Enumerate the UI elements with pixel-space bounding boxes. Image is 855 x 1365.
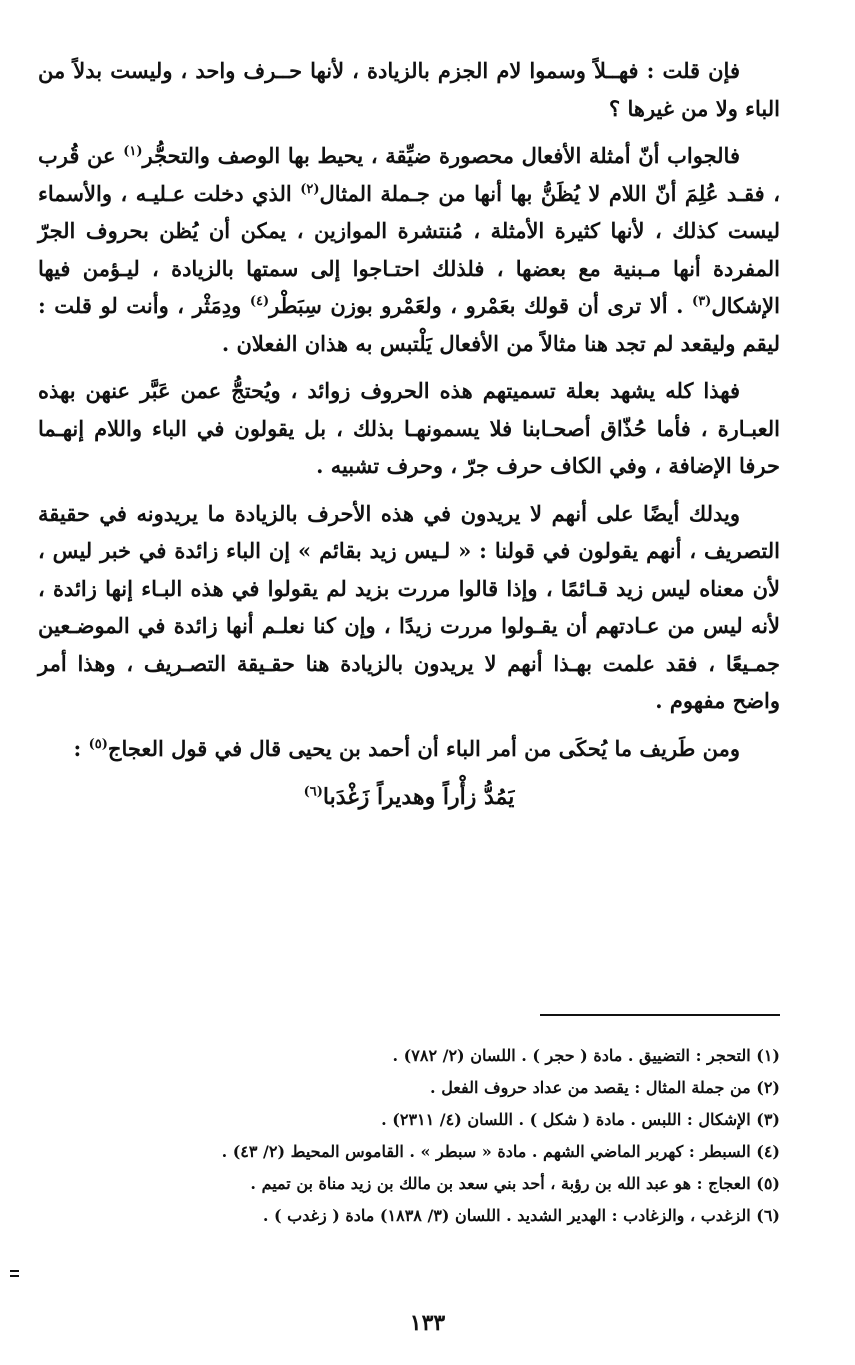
footnote-3: (٣) الإشكال : اللبس . مادة ( شكل ) . اللسان (٤/ ٢٣١١) . xyxy=(381,1110,780,1129)
paragraph-3: فهذا كله يشهد بعلة تسميتهم هذه الحروف زوائد ، ويُحتجُّ عمن عَبَّر عنهن بهذه العبـارة ، فأما حُذّاق أصحـابنا فلا يسمونهـا بذلك ، بل يقولون في الباء واللام إنهـما حرفا الإضافة ، وفي الكاف حرف جرّ ، وحرف تشبيه . xyxy=(38,378,780,478)
paragraph-2: فالجواب أنّ أمثلة الأفعال محصورة ضيِّقة ، يحيط بها الوصف والتحجُّر$^{(١)}$ عن قُرب ، فقـد عُلِمَ أنّ اللام لا يُظَنُّ بها أنها من جـملة المثال$^{(٢)}$ الذي دخلت عـليـه ، والأسماء ليست كذلك ، لأنها كثيرة الأمثلة ، مُنتشرة الموازين ، يمكن أن يُظن بحروف الجرّ المفردة أنها مـبنية مع بعضها ، فلذلك احتـاجوا إلى سمتها بالزيادة ، ليـؤمن فيها الإشكال$^{(٣)}$ . ألا ترى أن قولك بعَمْرو ، ولعَمْرو بوزن سِبَطْر$^{(٤)}$ ودِمَثْر ، وأنت لو قلت : ليقم وليقعد لم تجد هنا مثالاً من الأفعال يَلْتبس به هذان الفعلان . xyxy=(38,143,780,356)
footnote-ref-6[interactable]: (٦) xyxy=(303,784,323,800)
footnotes xyxy=(38,1040,780,1232)
footnote-ref-4[interactable]: (٤) xyxy=(249,294,270,309)
footnote-ref-1[interactable]: (١) xyxy=(123,144,143,159)
footnote-separator xyxy=(540,1014,780,1016)
footnote-2: (٢) من جملة المثال : يقصد من عداد حروف الفعل . xyxy=(430,1078,780,1097)
paragraph-1: فإن قلت : فهــلاً وسموا لام الجزم بالزيادة ، لأنها حــرف واحد ، وليست بدلاً من الباء ولا من غيرها ؟ xyxy=(38,58,780,121)
footnote-ref-2[interactable]: (٢) xyxy=(300,181,320,197)
paragraph-5: ومن طَريف ما يُحكَى من أمر الباء أن أحمد بن يحيى قال في قول العجاج$^{(٥)}$ : xyxy=(73,735,740,761)
main-text xyxy=(38,52,780,817)
footnote-ref-5[interactable]: (٥) xyxy=(88,736,108,752)
footnote-5: (٥) العجاج : هو عبد الله بن رؤبة ، أحد بني سعد بن مالك بن زيد مناة بن تميم . xyxy=(250,1174,780,1193)
footnote-ref-3[interactable]: (٣) xyxy=(692,294,712,309)
page-number: ١٣٣ xyxy=(409,1310,446,1336)
footnote-6: (٦) الزغدب ، والزغادب : الهدير الشديد . اللسان (٣/ ١٨٣٨) مادة ( زغدب ) . xyxy=(262,1206,780,1225)
margin-mark xyxy=(10,1270,19,1277)
verse-line: يَمُدُّ زأْراً وهديراً زَغْدَبا$^{(٦)}$ xyxy=(303,784,515,810)
footnote-1: (١) التحجر : التضييق . مادة ( حجر ) . اللسان (٢/ ٧٨٢) . xyxy=(392,1046,780,1065)
footnote-4: (٤) السبطر : كهربر الماضي الشهم . مادة « سبطر » . القاموس المحيط (٢/ ٤٣) . xyxy=(221,1142,780,1161)
paragraph-4: ويدلك أيضًا على أنهم لا يريدون في هذه الأحرف بالزيادة ما يريدونه في حقيقة التصريف ، أنهم يقولون في قولنا : « لـيس زيد بقائم » إن الباء زائدة في خبر ليس ، لأن معناه ليس زيد قـائمًا ، وإذا قالوا مررت بزيد لم يقولوا في هذه البـاء إنها زائدة ، لأنه ليس من عـادتهم أن يقـولوا مررت زيدًا ، وإن كنا نعلـم أنها زائدة في الموضـعين جمـيعًا ، فقد علمت بهـذا أنهم لا يريدون بالزيادة هنا حقـيقة التصـريف ، وهذا أمر واضح مفهوم . xyxy=(38,500,780,713)
